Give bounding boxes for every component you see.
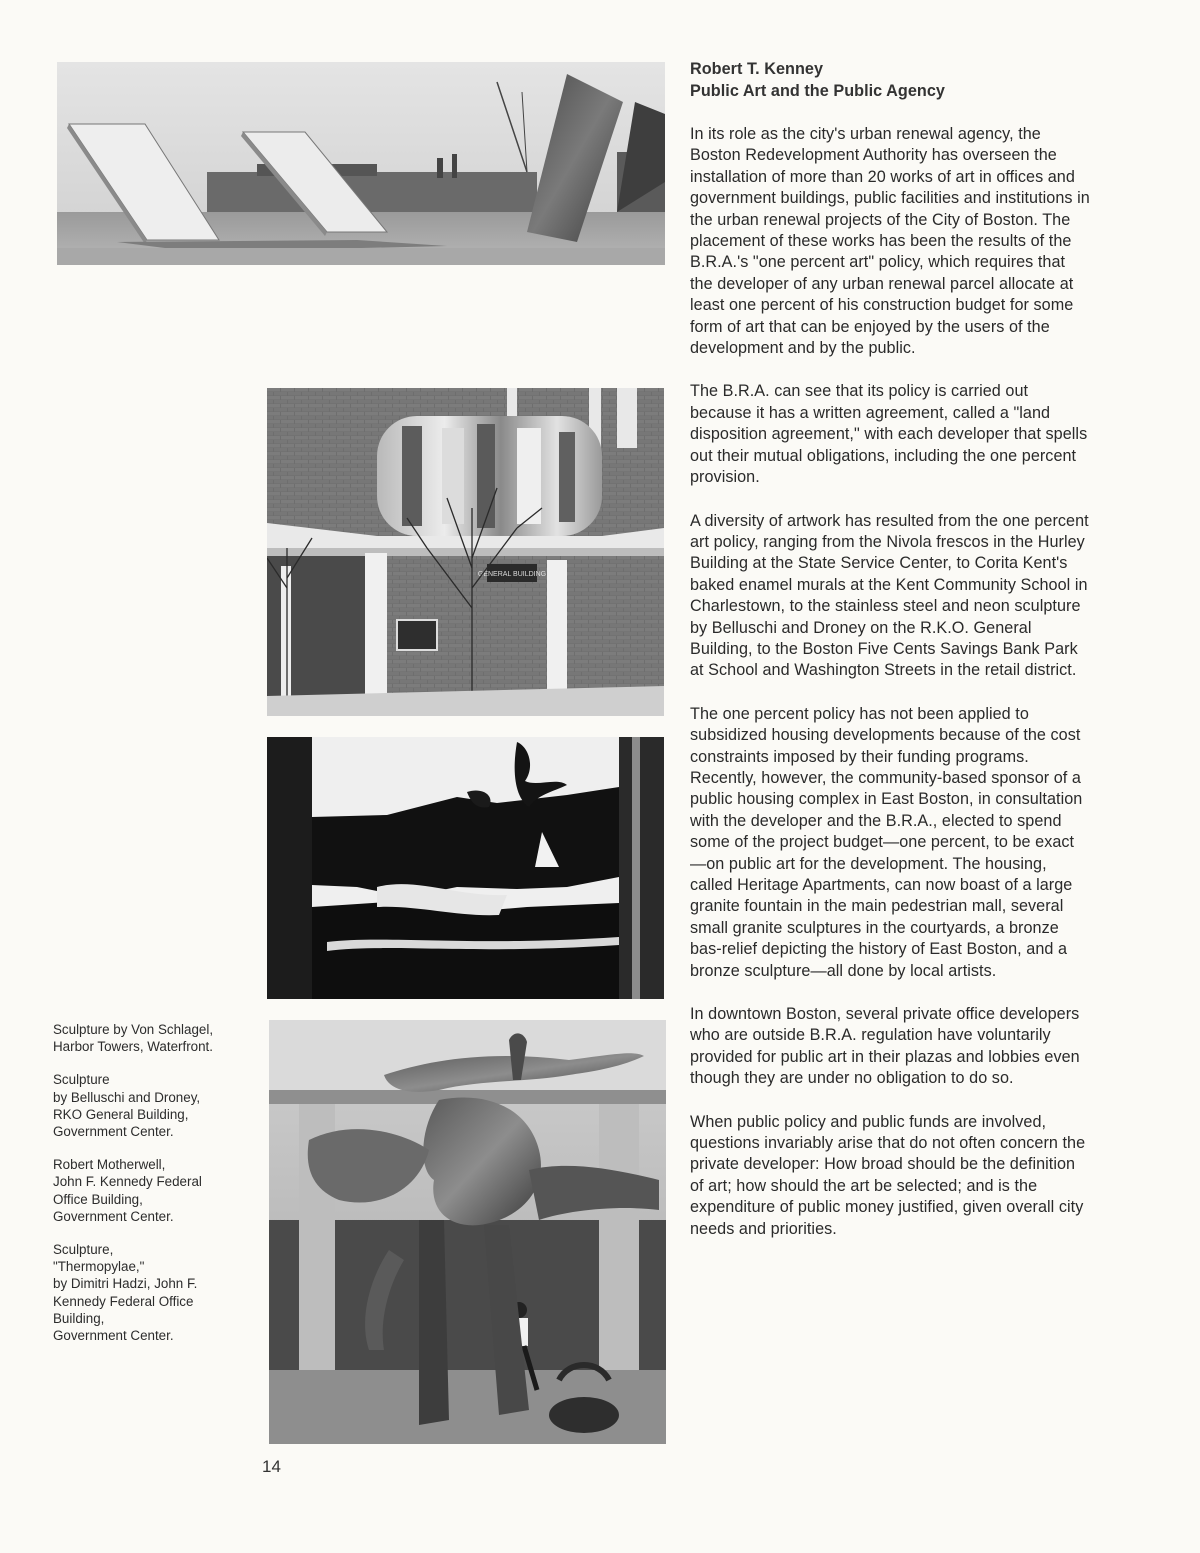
caption-line: by Belluschi and Droney, xyxy=(53,1089,201,1105)
building-sign-text: GENERAL BUILDING xyxy=(477,571,547,578)
caption-line: Government Center. xyxy=(53,1328,174,1344)
article-paragraph: In its role as the city's urban renewal agency, the Boston Redevelopment Authority has overseen the installation of more than 20 works of art in offices and government buildings, public facilities and institutions in the urban renewal projects of the City of Boston. The placement of these works has been the results of the B.R.A.'s "one percent art" policy, which requires that the developer of any urban renewal parcel allocate at least one percent of his construction budget for some form of art that can be enjoyed by the users of the development and by the public. xyxy=(690,125,1090,358)
caption-line: "Thermopylae," xyxy=(53,1259,145,1275)
article-paragraph: The one percent policy has not been applied to subsidized housing developments because of the cost constraints imposed by their funding programs. Recently, however, the community-based sponsor of a public housing complex in East Boston, in consultation with the developer and the B.R.A., elected to spend some of the project budget—one percent, to be exact—on public art for the development. The housing, called Heritage Apartments, can now boast of a large granite fountain in the main pedestrian mall, several small granite sculptures in the courtyards, a bronze bas-relief depicting the history of East Boston, and a bronze sculpture—all done by local artists. xyxy=(690,704,1083,980)
article-paragraph: The B.R.A. can see that its policy is carried out because it has a written agreement, called a "land disposition agreement," with each developer that spells out their mutual obligations, including the one percent provision. xyxy=(690,382,1088,487)
caption-line: Building, xyxy=(53,1310,105,1326)
photo-motherwell-mural xyxy=(267,737,664,999)
caption-line: Government Center. xyxy=(53,1124,174,1140)
caption-rko-building xyxy=(53,1071,258,1140)
article-paragraph: In downtown Boston, several private office developers who are outside B.R.A. regulation have voluntarily provided for public art in their plazas and lobbies even though they are under no obligation to do so. xyxy=(690,1005,1080,1088)
article-title: Public Art and the Public Agency xyxy=(690,82,945,100)
page-number: 14 xyxy=(262,1457,281,1476)
caption-motherwell xyxy=(53,1156,258,1225)
caption-harbor-towers xyxy=(53,1021,258,1055)
article-paragraph: A diversity of artwork has resulted from the one percent art policy, ranging from the Nivola frescos in the Hurley Building at the State Service Center, to Corita Kent's baked enamel murals at the Kent Community School in Charlestown, to the stainless steel and neon sculpture by Belluschi and Droney on the R.K.O. General Building, to the Boston Five Cents Savings Bank Park at School and Washington Streets in the retail district. xyxy=(690,511,1089,680)
photo-rko-general-building xyxy=(267,388,664,716)
caption-line: Government Center. xyxy=(53,1208,174,1224)
article-paragraph: When public policy and public funds are involved, questions invariably arise that do not often concern the private developer: How broad should be the definition of art; how should the art be selected; and is the expenditure of public money justified, given overall city needs and priorities. xyxy=(690,1112,1086,1238)
caption-line: RKO General Building, xyxy=(53,1106,189,1122)
article xyxy=(690,58,1090,1262)
caption-line: John F. Kennedy Federal xyxy=(53,1174,202,1190)
caption-line: Sculpture by Von Schlagel, xyxy=(53,1022,214,1037)
article-heading xyxy=(690,58,1090,102)
photo-captions xyxy=(53,1021,258,1360)
article-author: Robert T. Kenney xyxy=(690,60,824,78)
photo-thermopylae-sculpture xyxy=(269,1020,666,1444)
caption-line: Sculpture xyxy=(53,1072,110,1088)
caption-thermopylae xyxy=(53,1241,258,1344)
rko-building-image xyxy=(267,388,664,716)
photo-harbor-towers-sculpture xyxy=(57,62,665,265)
caption-line: Sculpture, xyxy=(53,1242,114,1258)
harbor-towers-image xyxy=(57,62,665,265)
thermopylae-image xyxy=(269,1020,666,1444)
caption-line: Office Building, xyxy=(53,1191,143,1207)
caption-line: by Dimitri Hadzi, John F. xyxy=(53,1276,198,1292)
caption-line: Robert Motherwell, xyxy=(53,1157,166,1173)
motherwell-image xyxy=(267,737,664,999)
caption-line: Kennedy Federal Office xyxy=(53,1293,194,1309)
caption-line: Harbor Towers, Waterfront. xyxy=(53,1039,213,1055)
